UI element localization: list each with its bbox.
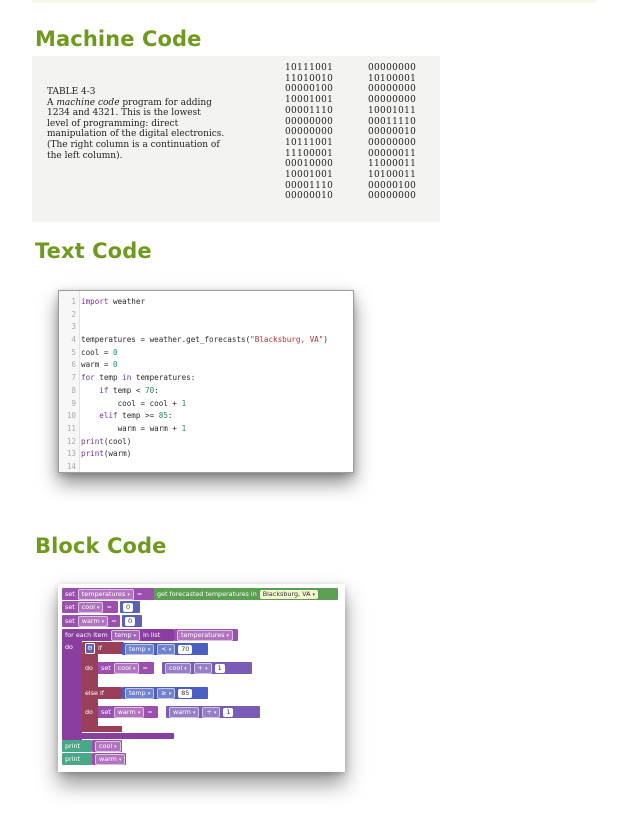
cool-variable[interactable]: cool ▾	[78, 602, 104, 613]
chevron-down-icon: ▾	[147, 646, 151, 653]
chevron-down-icon: ▾	[168, 690, 172, 697]
compare-ge-block[interactable]: temp ▾ ≥ ▾ 85	[122, 687, 208, 699]
set-cool-increment-block[interactable]: set cool ▾ =	[98, 662, 154, 674]
binary-value: 11000011	[368, 159, 417, 170]
table-caption-title: TABLE 4-3	[47, 87, 96, 97]
chevron-down-icon: ▾	[114, 743, 117, 750]
code-token: temp >=	[117, 411, 159, 421]
code-token	[81, 386, 99, 395]
chevron-down-icon: ▾	[137, 709, 141, 716]
code-token: 0	[113, 360, 118, 370]
set-warm-increment-block[interactable]: set warm ▾ =	[98, 706, 158, 718]
line-number: 9	[71, 398, 76, 408]
code-token: )	[323, 335, 328, 345]
top-divider	[32, 0, 596, 3]
binary-value: 00000000	[368, 84, 417, 95]
binary-value: 00000011	[368, 148, 417, 159]
temperatures-getter[interactable]: temperatures ▾	[174, 629, 238, 641]
code-line	[59, 372, 328, 385]
binary-value: 10001001	[285, 170, 334, 181]
code-line	[59, 423, 328, 436]
code-token: weather	[108, 297, 146, 306]
code-token: 85	[158, 411, 168, 421]
code-token: :	[154, 385, 159, 395]
cool-getter[interactable]: cool ▾	[92, 740, 122, 752]
binary-value: 00000000	[368, 191, 417, 202]
binary-value: 10111001	[285, 137, 334, 148]
for-each-footer	[62, 733, 174, 739]
line-number: 7	[71, 373, 76, 383]
chevron-down-icon: ▾	[312, 591, 316, 598]
code-lines	[59, 296, 328, 474]
warm-plus-one-block[interactable]: warm ▾ + ▾ 1	[166, 706, 260, 718]
chevron-down-icon: ▾	[101, 618, 105, 625]
for-each-body	[62, 641, 82, 740]
line-number: 1	[71, 297, 76, 306]
code-token: :	[167, 411, 173, 421]
code-token: temperatures = weather.get_forecasts(	[81, 335, 251, 345]
compare-lt-block[interactable]: temp ▾ < ▾ 70	[122, 643, 208, 655]
line-number: 3	[71, 322, 76, 332]
get-forecast-block[interactable]: get forecasted temperatures in Blacksburg, VA ▾	[154, 588, 338, 600]
code-token: (cool)	[103, 436, 132, 446]
code-line	[59, 436, 328, 449]
binary-value: 00000000	[368, 63, 417, 73]
chevron-down-icon: ▾	[133, 632, 136, 639]
binary-value: 11010010	[285, 73, 334, 84]
binary-value: 00000010	[368, 127, 417, 138]
code-line	[59, 347, 328, 360]
binary-value: 00000100	[368, 180, 417, 191]
code-line	[59, 398, 328, 411]
line-number: 12	[66, 436, 76, 446]
line-number: 4	[71, 335, 76, 345]
chevron-down-icon: ▾	[96, 604, 100, 611]
code-line	[59, 296, 328, 309]
line-number: 13	[66, 449, 76, 459]
code-token: (warm)	[103, 449, 132, 459]
binary-right-column	[368, 63, 416, 202]
chevron-down-icon: ▾	[132, 665, 136, 672]
code-line	[59, 309, 328, 322]
table-caption: TABLE 4-3 A machine code program for adding 1234 and 4321. This is the lowest level of programming: direct manipulation of the digital electronics. (The right column is a continuation of the left column).	[47, 87, 225, 161]
code-token: "Blacksburg, VA"	[250, 335, 324, 345]
cool-plus-one-block[interactable]: cool ▾ + ▾ 1	[162, 662, 252, 674]
chevron-down-icon: ▾	[205, 665, 208, 672]
binary-value: 00010000	[285, 159, 334, 170]
code-token: warm = warm +	[81, 423, 182, 433]
chevron-down-icon: ▾	[226, 632, 230, 639]
chevron-down-icon: ▾	[184, 665, 187, 672]
code-token: 70	[145, 385, 155, 395]
line-number: 5	[71, 347, 76, 357]
caption-italic: machine code	[56, 97, 120, 108]
line-number: 6	[71, 360, 76, 370]
code-token: import	[81, 297, 109, 306]
code-token: temp	[94, 373, 123, 383]
set-temperatures-block[interactable]: set temperatures ▾ =	[62, 588, 156, 600]
line-number: 11	[66, 423, 76, 433]
code-token: 1	[181, 423, 187, 433]
code-token: cool = cool +	[81, 398, 182, 408]
binary-value: 10001011	[368, 105, 417, 116]
binary-value: 00000000	[368, 137, 417, 148]
code-token: 1	[181, 398, 187, 408]
number-zero-block[interactable]: 0	[120, 601, 140, 613]
print-warm-block[interactable]: print	[62, 753, 92, 765]
code-token: cool =	[81, 347, 114, 357]
if-block[interactable]: ⚙ if	[82, 642, 124, 654]
set-cool-block[interactable]: set cool ▾ =	[62, 601, 118, 613]
code-token: warm =	[81, 360, 114, 370]
code-token: print	[81, 436, 104, 446]
code-token: for	[81, 373, 95, 383]
binary-value: 10100001	[368, 73, 417, 84]
text-code-heading: Text Code	[35, 239, 152, 263]
gear-icon[interactable]: ⚙	[85, 643, 95, 654]
block-workspace	[58, 584, 345, 772]
code-line	[59, 448, 328, 461]
location-field[interactable]: Blacksburg, VA ▾	[260, 590, 318, 599]
line-number: 2	[71, 309, 76, 319]
code-token: if	[99, 385, 109, 395]
chevron-down-icon: ▾	[127, 591, 130, 598]
if-footer	[82, 726, 122, 732]
binary-left-column	[285, 63, 333, 202]
chevron-down-icon: ▾	[213, 709, 217, 716]
temp-variable[interactable]: temp ▾	[111, 630, 140, 641]
line-number: 8	[71, 385, 76, 395]
binary-value: 00001110	[285, 105, 334, 116]
binary-value: 00000000	[285, 127, 334, 138]
binary-value: 00000000	[368, 95, 417, 106]
warm-getter[interactable]: warm ▾	[92, 753, 126, 765]
code-line	[59, 461, 328, 474]
machine-code-figure	[32, 56, 440, 222]
code-token	[81, 411, 99, 420]
code-token: in	[122, 373, 132, 383]
warm-variable[interactable]: warm ▾	[78, 616, 108, 627]
code-token: elif	[99, 411, 118, 421]
code-token: temperatures:	[131, 373, 196, 383]
binary-value: 00011110	[368, 116, 417, 127]
code-editor	[58, 290, 354, 473]
chevron-down-icon: ▾	[168, 646, 172, 653]
binary-value: 00001110	[285, 180, 334, 191]
code-token: 0	[113, 347, 118, 357]
block-code-heading: Block Code	[35, 534, 167, 558]
binary-value: 00000010	[285, 191, 334, 202]
temperatures-variable[interactable]: temperatures ▾	[78, 589, 134, 600]
for-each-block[interactable]: for each item temp ▾ in list	[62, 629, 174, 641]
do-label: do	[82, 706, 100, 718]
set-warm-block[interactable]: set warm ▾ =	[62, 615, 120, 627]
binary-value: 00000100	[285, 84, 334, 95]
code-line	[59, 385, 328, 398]
machine-code-heading: Machine Code	[35, 27, 202, 51]
binary-value: 00000000	[285, 116, 334, 127]
line-number: 14	[66, 461, 76, 471]
binary-value: 10001001	[285, 95, 334, 106]
do-label: do	[62, 641, 82, 653]
code-line	[59, 410, 328, 423]
line-number: 10	[66, 411, 76, 421]
number-zero-block[interactable]: 0	[122, 615, 142, 627]
code-line	[59, 321, 328, 334]
chevron-down-icon: ▾	[147, 690, 151, 697]
binary-value: 10111001	[285, 63, 334, 73]
code-line	[59, 359, 328, 372]
binary-value: 11100001	[285, 148, 334, 159]
code-token: temp <	[108, 385, 146, 395]
else-if-label: else if	[82, 687, 122, 699]
print-cool-block[interactable]: print	[62, 740, 92, 752]
chevron-down-icon: ▾	[118, 756, 122, 763]
do-label: do	[82, 662, 100, 674]
code-line	[59, 334, 328, 347]
chevron-down-icon: ▾	[192, 709, 196, 716]
binary-value: 10100011	[368, 170, 417, 181]
code-token: print	[81, 449, 104, 459]
